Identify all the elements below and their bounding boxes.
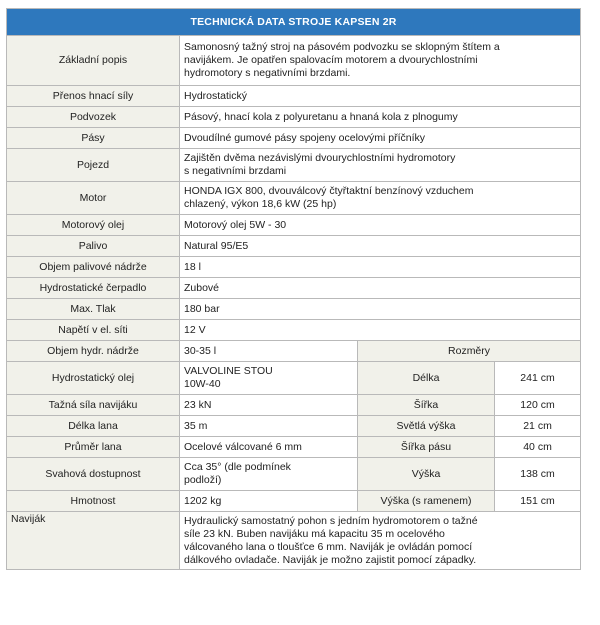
- spec-row: [7, 362, 581, 395]
- value-line: hydromotory s negativními brzdami.: [184, 67, 351, 79]
- value-line: chlazený, výkon 18,6 kW (25 hp): [184, 198, 337, 210]
- spec-label: Hydrostatické čerpadlo: [7, 278, 180, 299]
- value-line: Hydraulický samostatný pohon s jedním hydromotorem o tažné: [184, 514, 478, 527]
- spec-row: [7, 299, 581, 320]
- spec-value: [180, 236, 581, 257]
- spec-label: Podvozek: [7, 107, 180, 128]
- spec-row: [7, 257, 581, 278]
- value-line: Pásový, hnací kola z polyuretanu a hnaná kola z plnogumy: [184, 110, 458, 123]
- spec-label: Pojezd: [7, 149, 180, 182]
- value-line: 30-35 l: [184, 344, 217, 357]
- value-line: Ocelové válcované 6 mm: [184, 440, 302, 453]
- spec-value: [180, 341, 358, 362]
- value-line: Zubové: [184, 281, 220, 294]
- spec-value: [180, 128, 581, 149]
- winch-row: [7, 512, 581, 570]
- dimension-value: 120 cm: [495, 395, 581, 416]
- value-line: 23 kN: [184, 398, 212, 411]
- spec-row: [7, 215, 581, 236]
- spec-label: Svahová dostupnost: [7, 458, 180, 491]
- dimension-label: Výška (s ramenem): [358, 491, 495, 512]
- spec-label: Přenos hnací síly: [7, 86, 180, 107]
- winch-label: Naviják: [7, 512, 180, 570]
- spec-label: Pásy: [7, 128, 180, 149]
- spec-row: [7, 437, 581, 458]
- spec-value: [180, 395, 358, 416]
- spec-value: [180, 149, 581, 182]
- value-line: 35 m: [184, 419, 208, 432]
- spec-row: [7, 320, 581, 341]
- spec-value: [180, 257, 581, 278]
- spec-row: [7, 416, 581, 437]
- value-line: Hydrostatický: [184, 89, 248, 102]
- spec-label: Základní popis: [7, 36, 180, 86]
- value-line: 1202 kg: [184, 494, 222, 507]
- spec-row: [7, 395, 581, 416]
- spec-value: [180, 107, 581, 128]
- value-line: VALVOLINE STOU: [184, 365, 273, 377]
- spec-row: [7, 278, 581, 299]
- value-line: Natural 95/E5: [184, 239, 249, 252]
- value-line: podloží): [184, 474, 222, 486]
- spec-value: [180, 437, 358, 458]
- spec-row: [7, 36, 581, 86]
- dimension-value: 21 cm: [495, 416, 581, 437]
- value-line: 10W-40: [184, 378, 221, 390]
- spec-label: Délka lana: [7, 416, 180, 437]
- spec-row: [7, 149, 581, 182]
- spec-label: Hmotnost: [7, 491, 180, 512]
- dimension-value: 151 cm: [495, 491, 581, 512]
- spec-label: Průměr lana: [7, 437, 180, 458]
- value-line: navijákem. Je opatřen spalovacím motorem a dvourychlostními: [184, 54, 478, 66]
- value-line: síle 23 kN. Buben navijáku má kapacitu 35 m ocelového: [184, 527, 445, 540]
- dimension-label: Výška: [358, 458, 495, 491]
- spec-value: [180, 215, 581, 236]
- spec-value: [180, 320, 581, 341]
- dimension-value: 40 cm: [495, 437, 581, 458]
- dimension-label: Světlá výška: [358, 416, 495, 437]
- spec-label: Palivo: [7, 236, 180, 257]
- dimensions-header: Rozměry: [358, 341, 581, 362]
- spec-label: Hydrostatický olej: [7, 362, 180, 395]
- value-line: Zajištěn dvěma nezávislými dvourychlostními hydromotory: [184, 152, 456, 164]
- spec-row: [7, 86, 581, 107]
- spec-row: [7, 458, 581, 491]
- spec-value: [180, 36, 581, 86]
- spec-value: [180, 458, 358, 491]
- spec-value: [180, 362, 358, 395]
- spec-row: [7, 491, 581, 512]
- dimension-value: 138 cm: [495, 458, 581, 491]
- spec-value: [180, 278, 581, 299]
- spec-row: [7, 236, 581, 257]
- value-line: 12 V: [184, 323, 206, 336]
- spec-value: [180, 182, 581, 215]
- spec-table: [6, 8, 581, 570]
- spec-row: [7, 128, 581, 149]
- table-title: TECHNICKÁ DATA STROJE KAPSEN 2R: [7, 9, 581, 36]
- value-line: 180 bar: [184, 302, 220, 315]
- spec-label: Tažná síla navijáku: [7, 395, 180, 416]
- spec-row: [7, 107, 581, 128]
- spec-row: [7, 341, 581, 362]
- value-line: válcovaného lana o tloušťce 6 mm. Naviják je ovládán pomocí: [184, 540, 473, 553]
- spec-value: [180, 491, 358, 512]
- dimension-label: Šířka pásu: [358, 437, 495, 458]
- dimension-label: Šířka: [358, 395, 495, 416]
- value-line: dálkového ovladače. Naviják je možno zajistit pomocí západky.: [184, 553, 477, 566]
- dimension-value: 241 cm: [495, 362, 581, 395]
- value-line: Samonosný tažný stroj na pásovém podvozku se sklopným štítem a: [184, 41, 500, 53]
- spec-row: [7, 182, 581, 215]
- value-line: HONDA IGX 800, dvouválcový čtyřtaktní benzínový vzduchem: [184, 185, 474, 197]
- value-line: Motorový olej 5W - 30: [184, 218, 287, 231]
- spec-label: Motor: [7, 182, 180, 215]
- value-line: s negativními brzdami: [184, 165, 287, 177]
- spec-label: Motorový olej: [7, 215, 180, 236]
- value-line: Cca 35° (dle podmínek: [184, 461, 291, 473]
- spec-sheet: [6, 8, 580, 570]
- spec-value: [180, 416, 358, 437]
- dimension-label: Délka: [358, 362, 495, 395]
- value-line: 18 l: [184, 260, 201, 273]
- header-row: [7, 9, 581, 36]
- spec-label: Napětí v el. síti: [7, 320, 180, 341]
- spec-value: [180, 86, 581, 107]
- spec-label: Objem palivové nádrže: [7, 257, 180, 278]
- spec-label: Max. Tlak: [7, 299, 180, 320]
- winch-description: [180, 512, 581, 570]
- spec-label: Objem hydr. nádrže: [7, 341, 180, 362]
- spec-value: [180, 299, 581, 320]
- value-line: Dvoudílné gumové pásy spojeny ocelovými příčníky: [184, 131, 426, 144]
